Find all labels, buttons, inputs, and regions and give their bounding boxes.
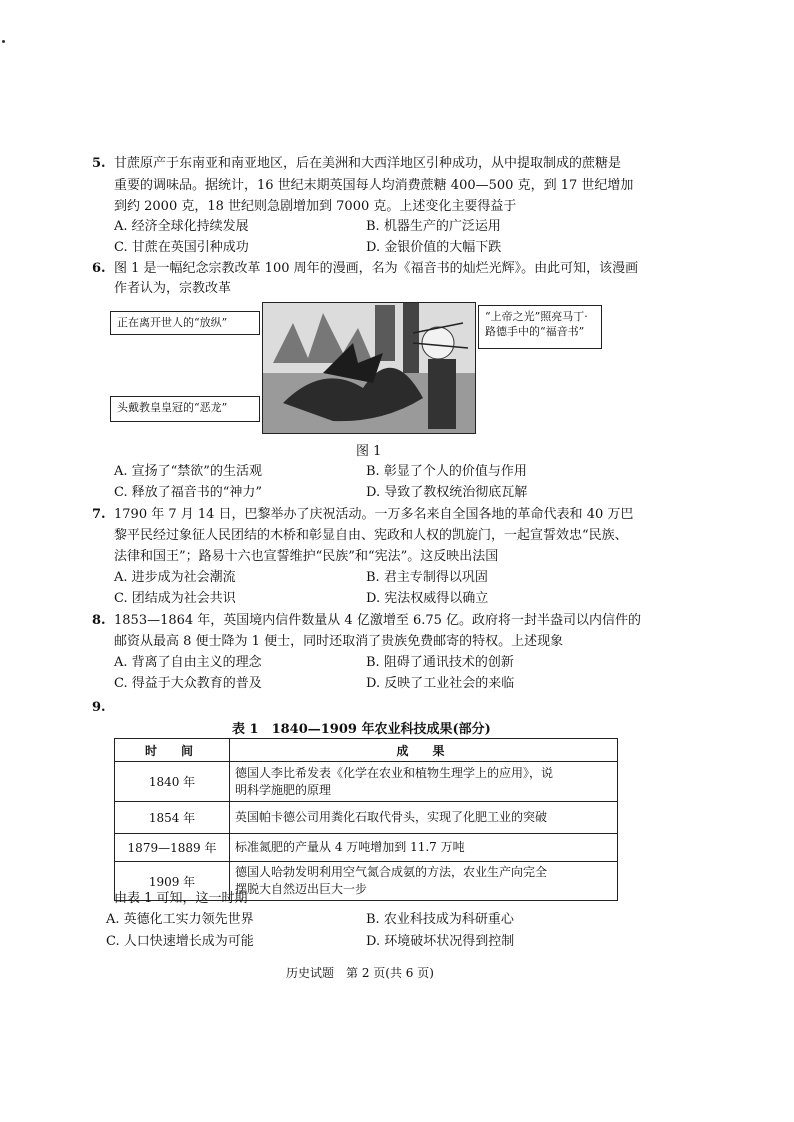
q8-option-d[interactable]: D. 反映了工业社会的来临 (366, 676, 515, 691)
q7-number: 7. (92, 507, 106, 522)
row-result-line-2: 摆脱大自然迈出巨大一步 (235, 882, 368, 896)
table-row (115, 762, 618, 802)
q9-option-b[interactable]: B. 农业科技成为科研重心 (366, 912, 514, 927)
q8-option-c[interactable]: C. 得益于大众教育的普及 (114, 676, 262, 691)
q6-option-c[interactable]: C. 释放了福音书的“神力” (114, 485, 263, 500)
q8-option-b[interactable]: B. 阻碍了通讯技术的创新 (366, 655, 514, 670)
q9-option-a[interactable]: A. 英德化工实力领先世界 (106, 912, 254, 927)
q5-number: 5. (92, 156, 106, 171)
header-time: 时 间 (115, 739, 230, 762)
table-row (115, 802, 618, 834)
header-result: 成 果 (230, 739, 618, 762)
figure-caption: 图 1 (356, 444, 382, 459)
q6-option-b[interactable]: B. 彰显了个人的价值与作用 (366, 464, 527, 479)
callout-gods-light: “上帝之光”照亮马丁·路德手中的“福音书” (478, 305, 602, 349)
cartoon-illustration (263, 303, 475, 433)
q9-option-d[interactable]: D. 环境破坏状况得到控制 (366, 934, 515, 949)
q5-option-a[interactable]: A. 经济全球化持续发展 (114, 219, 249, 234)
row-year: 1909 年 (115, 862, 230, 901)
row-result: 英国帕卡德公司用粪化石取代骨头，实现了化肥工业的突破 (230, 802, 618, 834)
row-result (230, 862, 618, 901)
table-header-row (115, 739, 618, 762)
q7-line-2: 黎平民经过象征人民团结的木桥和彰显自由、宪政和人权的凯旋门，一起宣誓效忠“民族、 (114, 528, 628, 543)
table-caption: 表 1 1840—1909 年农业科技成果(部分) (232, 722, 491, 737)
row-year: 1840 年 (115, 762, 230, 802)
row-result: 标准氮肥的产量从 4 万吨增加到 11.7 万吨 (230, 834, 618, 862)
page-footer: 历史试题 第 2 页(共 6 页) (286, 966, 434, 980)
q8-option-a[interactable]: A. 背离了自由主义的理念 (114, 655, 262, 670)
q7-line-3: 法律和国王”；路易十六也宣誓维护“民族”和“宪法”。这反映出法国 (114, 549, 499, 564)
q7-line-1: 1790 年 7 月 14 日，巴黎举办了庆祝活动。一万多名来自全国各地的革命代表和 40 万巴 (114, 507, 634, 522)
q8-line-1: 1853—1864 年，英国境内信件数量从 4 亿激增至 6.75 亿。政府将一封半盎司以内信件的 (114, 613, 642, 628)
q7-option-d[interactable]: D. 宪法权威得以确立 (366, 591, 489, 606)
q5-line-3: 到约 2000 克，18 世纪则急剧增加到 7000 克。上述变化主要得益于 (114, 199, 517, 214)
q8-line-2: 邮资从最高 8 便士降为 1 便士，同时还取消了贵族免费邮寄的特权。上述现象 (114, 634, 564, 649)
q6-option-d[interactable]: D. 导致了教权统治彻底瓦解 (366, 485, 528, 500)
q9-option-c[interactable]: C. 人口快速增长成为可能 (106, 934, 254, 949)
q7-option-b[interactable]: B. 君主专制得以巩固 (366, 570, 488, 585)
q5-option-c[interactable]: C. 甘蔗在英国引种成功 (114, 240, 249, 255)
row-year: 1879—1889 年 (115, 834, 230, 862)
q6-option-a[interactable]: A. 宣扬了“禁欲”的生活观 (114, 464, 262, 479)
row-year: 1854 年 (115, 802, 230, 834)
q5-option-d[interactable]: D. 金银价值的大幅下跌 (366, 240, 502, 255)
callout-dragon: 头戴教皇皇冠的“恶龙” (110, 396, 260, 422)
q5-option-b[interactable]: B. 机器生产的广泛运用 (366, 219, 501, 234)
results-table (114, 738, 618, 901)
scan-dot (2, 40, 5, 43)
q9-number: 9. (92, 700, 106, 715)
q5-line-1: 甘蔗原产于东南亚和南亚地区，后在美洲和大西洋地区引种成功，从中提取制成的蔗糖是 (114, 156, 622, 171)
q9-stem: 由表 1 可知，这一时期 (114, 891, 248, 906)
q6-number: 6. (92, 261, 106, 276)
row-result-line-1: 德国人李比希发表《化学在农业和植物生理学上的应用》，说 (235, 765, 554, 780)
row-result-line-2: 明科学施肥的原理 (235, 782, 332, 797)
cartoon-image (262, 302, 476, 434)
q6-line-2: 作者认为，宗教改革 (114, 281, 232, 296)
q6-line-1: 图 1 是一幅纪念宗教改革 100 周年的漫画，名为《福音书的灿烂光辉》。由此可知，该漫画 (114, 261, 639, 276)
row-result-line-1: 德国人哈勃发明利用空气氮合成氨的方法，农业生产向完全 (235, 865, 548, 879)
q7-option-c[interactable]: C. 团结成为社会共识 (114, 591, 236, 606)
row-result (230, 762, 618, 802)
table-row (115, 834, 618, 862)
q5-line-2: 重要的调味品。据统计，16 世纪末期英国每人均消费蔗糖 400—500 克，到 17 世纪增加 (114, 178, 634, 193)
callout-indulgence: 正在离开世人的“放纵” (110, 311, 260, 335)
q8-number: 8. (92, 613, 106, 628)
q7-option-a[interactable]: A. 进步成为社会潮流 (114, 570, 236, 585)
